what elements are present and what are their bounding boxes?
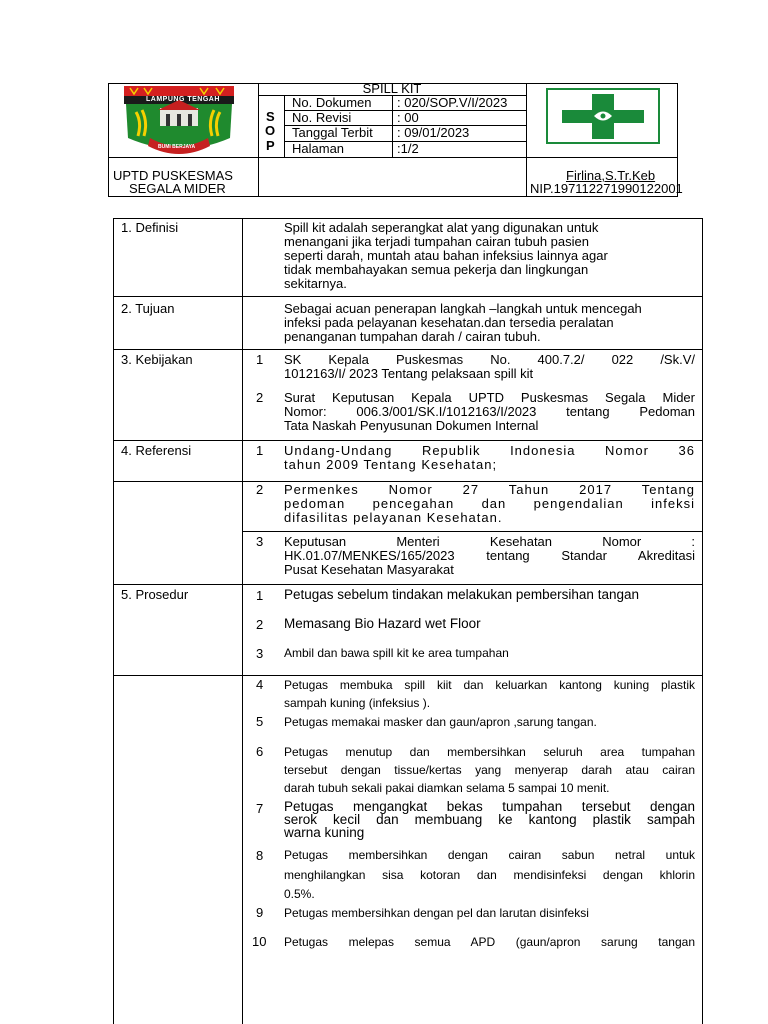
reference-label: 4. Referensi (121, 443, 192, 458)
document-title: SPILL KIT (362, 81, 422, 96)
org-name-line1: UPTD PUSKESMAS (113, 168, 233, 183)
signer-name: Firlina,S.Tr.Keb (566, 168, 656, 183)
signer-nip: NIP.197112271990122001 (530, 181, 683, 196)
issue-date-value: : 09/01/2023 (397, 125, 470, 140)
doc-number-label: No. Dokumen (292, 95, 372, 110)
purpose-label: 2. Tujuan (121, 301, 175, 316)
revision-label: No. Revisi (292, 110, 352, 125)
issue-date-label: Tanggal Terbit (292, 125, 373, 140)
sop-letter-o: O (265, 123, 276, 138)
policy-label: 3. Kebijakan (121, 352, 193, 367)
procedure-label: 5. Prosedur (121, 587, 189, 602)
sop-letter-p: P (266, 138, 275, 153)
district-logo (120, 86, 238, 156)
revision-value: : 00 (397, 110, 419, 125)
district-logo-text-top: LAMPUNG TENGAH (146, 96, 220, 103)
sop-letter-s: S (266, 109, 275, 124)
definition-label: 1. Definisi (121, 220, 179, 235)
page-label: Halaman (292, 141, 345, 156)
doc-number-value: : 020/SOP.V/I/2023 (397, 95, 508, 110)
page-value: :1/2 (397, 141, 419, 156)
puskesmas-logo (546, 88, 660, 144)
district-logo-text-bottom: BUMI BERJAYA (158, 144, 196, 150)
org-name-line2: SEGALA MIDER (129, 181, 226, 196)
